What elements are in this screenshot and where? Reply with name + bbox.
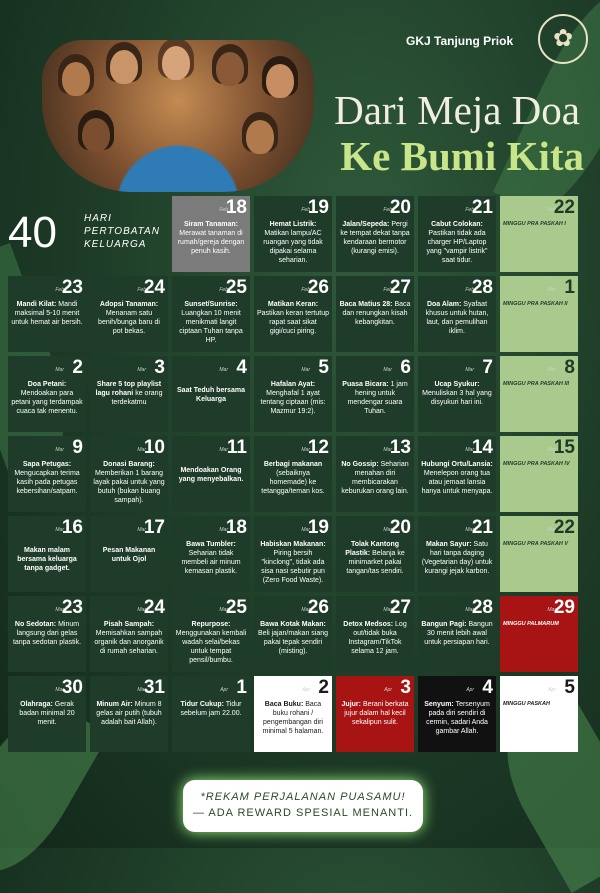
- day-activity: [175, 220, 247, 256]
- calendar-day-mar-5: [254, 356, 332, 432]
- day-number: 5: [564, 677, 575, 698]
- day-month: Mar: [137, 447, 146, 453]
- day-activity: [421, 460, 493, 496]
- day-number: 27: [389, 597, 411, 618]
- activity-title: Bangun Pagi:: [421, 621, 467, 628]
- calendar-day-mar-17: [90, 516, 168, 592]
- activity-title: Doa Petani:: [27, 381, 67, 388]
- activity-title: Bawa Kotak Makan:: [260, 621, 326, 628]
- day-month: Mar: [465, 447, 474, 453]
- activity-text: Mengucapkan terima kasih pada petugas kebersihan/satpam.: [14, 470, 80, 495]
- activity-title: Detox Medsos:: [343, 621, 394, 628]
- day-number: 25: [225, 597, 247, 618]
- activity-text: Pastikan tidak ada charger HP/Laptop yang "vampir listrik" saat tidur.: [426, 230, 488, 264]
- activity-text: Menuliskan 3 hal yang disyukuri hari ini.: [422, 390, 492, 406]
- activity-text: Minum langsung dari gelas tanpa sedotan plastik.: [12, 621, 82, 646]
- calendar-day-mar-24: [90, 596, 168, 672]
- day-month: Feb: [219, 207, 228, 213]
- day-number: 5: [318, 357, 329, 378]
- calendar-day-apr-1: [172, 676, 250, 752]
- calendar-day-mar-14: [418, 436, 496, 512]
- day-activity: [257, 380, 329, 416]
- activity-text: Gerak badan minimal 20 menit.: [19, 701, 75, 726]
- activity-text: ke orang terdekatmu: [111, 390, 163, 406]
- calendar-day-mar-25: [172, 596, 250, 672]
- activity-text: Seharian menahan diri membicarakan keburukan orang lain.: [341, 461, 409, 495]
- activity-text: Pastikan keran tertutup rapat saat sikat gigi/cuci piring.: [257, 310, 329, 335]
- day-activity: [503, 540, 575, 549]
- callout-line2: — ADA REWARD SPESIAL MENANTI.: [192, 807, 414, 819]
- day-month: Apr: [384, 687, 392, 693]
- activity-title: Hubungi Ortu/Lansia:: [421, 461, 493, 468]
- day-activity: [93, 380, 165, 407]
- activity-text: Menanam satu benih/bunga baru di pot bekas.: [98, 310, 160, 335]
- day-month: Mar: [465, 607, 474, 613]
- hero-illustration: [42, 40, 314, 192]
- day-activity: [11, 700, 83, 727]
- activity-text: 1 jam hening untuk mendengar suara Tuhan.: [347, 381, 408, 415]
- day-number: 27: [389, 277, 411, 298]
- activity-text: (sebaiknya homemade) ke tetangga/teman kos.: [261, 470, 325, 495]
- calendar-day-mar-20: [336, 516, 414, 592]
- day-activity: [11, 460, 83, 496]
- activity-title: Makan Sayur:: [426, 541, 472, 548]
- sunday-label: MINGGU PRA PASKAH IV: [503, 461, 570, 467]
- page-title-line2: Ke Bumi Kita: [340, 133, 584, 179]
- activity-text: Baca buku rohani / pengembangan diri minimal 5 halaman.: [262, 701, 324, 735]
- day-activity: [503, 300, 575, 309]
- day-number: 10: [143, 437, 165, 458]
- day-activity: [93, 460, 165, 505]
- day-activity: [11, 620, 83, 647]
- activity-text: Tersenyum pada diri sendiri di cermin, sadari Anda gambar Allah.: [426, 701, 490, 735]
- day-number: 4: [236, 357, 247, 378]
- day-month: Feb: [383, 207, 392, 213]
- day-activity: [257, 300, 329, 336]
- day-number: 23: [61, 597, 83, 618]
- calendar-day-mar-30: [8, 676, 86, 752]
- activity-title: Jujur:: [341, 701, 361, 708]
- calendar-day-mar-4: [172, 356, 250, 432]
- day-number: 18: [225, 517, 247, 538]
- day-activity: [339, 540, 411, 576]
- day-activity: [175, 620, 247, 665]
- calendar-day-mar-15: [500, 436, 578, 512]
- activity-title: Cabut Colokan:: [431, 221, 483, 228]
- activity-text: Baca dan renungkan kisah kebangkitan.: [342, 301, 411, 326]
- day-activity: [503, 380, 575, 389]
- calendar-day-apr-3: [336, 676, 414, 752]
- day-month: Mar: [55, 607, 64, 613]
- day-number: 3: [154, 357, 165, 378]
- sunday-label: MINGGU PRA PASKAH I: [503, 221, 566, 227]
- day-month: Mar: [137, 687, 146, 693]
- calendar-day-mar-31: [90, 676, 168, 752]
- day-month: Feb: [301, 207, 310, 213]
- day-month: Mar: [301, 527, 310, 533]
- day-month: Mar: [219, 367, 228, 373]
- activity-title: Baca Buku:: [264, 701, 304, 708]
- day-month: Mar: [547, 367, 556, 373]
- activity-text: Belanja ke minimarket pakai tangan/tas sendiri.: [346, 550, 405, 575]
- activity-title: Olahraga:: [20, 701, 53, 708]
- calendar-day-mar-21: [418, 516, 496, 592]
- sunday-label: MINGGU PRA PASKAH V: [503, 541, 569, 547]
- day-number: 26: [307, 597, 329, 618]
- activity-title: Siram Tanaman:: [184, 221, 238, 228]
- day-activity: [175, 540, 247, 576]
- day-number: 24: [143, 277, 165, 298]
- day-number: 20: [389, 197, 411, 218]
- day-activity: [503, 460, 575, 469]
- intro-line1: HARI: [84, 213, 112, 224]
- day-month: Mar: [55, 447, 64, 453]
- activity-title: Bawa Tumbler:: [186, 541, 236, 548]
- day-number: 3: [400, 677, 411, 698]
- day-activity: [257, 220, 329, 265]
- activity-title: Baca Matius 28:: [339, 301, 393, 308]
- day-activity: [421, 540, 493, 576]
- calendar-day-mar-23: [8, 596, 86, 672]
- activity-title: Hemat Listrik:: [269, 221, 317, 228]
- day-number: 2: [318, 677, 329, 698]
- day-activity: [339, 620, 411, 656]
- activity-title: Jalan/Sepeda:: [342, 221, 390, 228]
- calendar-day-feb-25: [172, 276, 250, 352]
- calendar-day-mar-28: [418, 596, 496, 672]
- day-month: Mar: [301, 367, 310, 373]
- activity-text: Syafaat khusus untuk hutan, laut, dan pemulihan iklim.: [425, 301, 489, 335]
- day-number: 2: [72, 357, 83, 378]
- day-number: 28: [471, 277, 493, 298]
- activity-title: Makan malam bersama keluarga tanpa gadget.: [17, 547, 77, 572]
- day-number: 21: [471, 197, 493, 218]
- day-activity: [175, 386, 247, 404]
- day-number: 13: [389, 437, 411, 458]
- day-month: Mar: [55, 367, 64, 373]
- day-activity: [257, 620, 329, 656]
- activity-text: Berani berkata jujur dalam hal kecil sekalipun sulit.: [344, 701, 409, 726]
- day-activity: [421, 620, 493, 647]
- day-number: 15: [553, 437, 575, 458]
- day-month: Mar: [547, 287, 556, 293]
- activity-text: Bangun 30 menit lebih awal untuk persiapan hari.: [424, 621, 493, 646]
- day-activity: [175, 700, 247, 718]
- activity-title: Saat Teduh bersama Keluarga: [177, 387, 245, 403]
- callout-line1: *REKAM PERJALANAN PUASAMU!: [200, 791, 406, 803]
- day-activity: [257, 700, 329, 736]
- activity-text: Memberikan 1 barang layak pakai untuk yang butuh (bukan buang sampah).: [93, 470, 165, 504]
- activity-title: Repurpose:: [191, 621, 231, 628]
- day-activity: [339, 220, 411, 256]
- activity-title: Mandi Kilat:: [16, 301, 57, 308]
- activity-text: Luangkan 10 menit menikmati langit ciptaan Tuhan tanpa HP.: [179, 310, 243, 344]
- day-number: 31: [143, 677, 165, 698]
- day-month: Mar: [219, 607, 228, 613]
- day-number: 1: [236, 677, 247, 698]
- day-number: 9: [72, 437, 83, 458]
- calendar-day-mar-11: [172, 436, 250, 512]
- day-number: 11: [226, 437, 247, 458]
- day-activity: [339, 460, 411, 496]
- day-activity: [503, 700, 575, 709]
- day-activity: [11, 380, 83, 416]
- activity-title: Adopsi Tanaman:: [99, 301, 159, 308]
- day-number: 23: [61, 277, 83, 298]
- day-activity: [339, 300, 411, 327]
- day-month: Apr: [220, 687, 228, 693]
- day-month: Mar: [137, 527, 146, 533]
- activity-text: Minum 8 gelas air putih (tubuh adalah bait Allah).: [96, 701, 162, 726]
- activity-title: Donasi Barang:: [103, 461, 155, 468]
- calendar-day-feb-26: [254, 276, 332, 352]
- calendar-day-mar-2: [8, 356, 86, 432]
- activity-title: No Gossip:: [341, 461, 379, 468]
- calendar-day-mar-22: [500, 516, 578, 592]
- day-month: Feb: [301, 287, 310, 293]
- activity-title: Matikan Keran:: [267, 301, 319, 308]
- activity-text: Satu hari tanpa daging (Vegetarian day) untuk kurangi jejak karbon.: [421, 541, 493, 575]
- day-activity: [257, 460, 329, 496]
- activity-text: Beli jajan/makan siang pakai tepak sendiri (misting).: [257, 630, 329, 655]
- day-activity: [93, 546, 165, 564]
- calendar-day-mar-13: [336, 436, 414, 512]
- activity-title: Pisah Sampah:: [103, 621, 155, 628]
- day-activity: [421, 380, 493, 407]
- day-month: Feb: [55, 287, 64, 293]
- day-number: 16: [61, 517, 83, 538]
- activity-text: Tidur sebelum jam 22.00.: [180, 701, 242, 717]
- activity-title: Berbagi makanan: [263, 461, 323, 468]
- day-number: 29: [553, 597, 575, 618]
- day-activity: [421, 300, 493, 336]
- activity-text: Piring bersih "kinclong", tidak ada sisa nasi sebutir pun (Zero Food Waste).: [261, 550, 325, 584]
- activity-text: Menghafal 1 ayat tentang ciptaan (mis: Mazmur 19:2).: [260, 390, 326, 415]
- day-month: Mar: [465, 527, 474, 533]
- day-activity: [93, 620, 165, 656]
- day-number: 25: [225, 277, 247, 298]
- day-number: 8: [564, 357, 575, 378]
- day-number: 30: [61, 677, 83, 698]
- calendar-day-mar-6: [336, 356, 414, 432]
- day-month: Mar: [547, 527, 556, 533]
- day-month: Feb: [137, 287, 146, 293]
- day-activity: [339, 700, 411, 727]
- day-activity: [503, 220, 575, 229]
- day-activity: [11, 546, 83, 573]
- day-number: 18: [225, 197, 247, 218]
- day-month: Apr: [302, 687, 310, 693]
- day-number: 17: [143, 517, 165, 538]
- day-activity: [175, 466, 247, 484]
- day-activity: [257, 540, 329, 585]
- calendar-day-mar-3: [90, 356, 168, 432]
- day-number: 28: [471, 597, 493, 618]
- day-activity: [503, 620, 575, 629]
- day-month: Mar: [383, 367, 392, 373]
- activity-text: Matikan lampu/AC ruangan yang tidak dipakai selama seharian.: [263, 230, 323, 264]
- calendar-day-apr-5: [500, 676, 578, 752]
- activity-title: Ucap Syukur:: [434, 381, 480, 388]
- day-month: Mar: [55, 527, 64, 533]
- sunday-label: MINGGU PASKAH: [503, 701, 550, 707]
- calendar-day-feb-18: [172, 196, 250, 272]
- calendar-day-feb-27: [336, 276, 414, 352]
- activity-text: Menggunakan kembali wadah selai/bekas untuk tempat pensil/bumbu.: [175, 630, 247, 664]
- activity-title: Sunset/Sunrise:: [184, 301, 238, 308]
- activity-title: Minum Air:: [96, 701, 133, 708]
- intro-number: 40: [8, 208, 57, 257]
- activity-text: Mendoakan para petani yang terdampak cuaca tak menentu.: [11, 390, 83, 415]
- day-month: Mar: [301, 447, 310, 453]
- day-activity: [421, 700, 493, 736]
- sunday-label: MINGGU PRA PASKAH III: [503, 381, 570, 387]
- activity-title: Tidur Cukup:: [180, 701, 224, 708]
- day-month: Feb: [219, 287, 228, 293]
- activity-text: Seharian tidak membeli air minum kemasan plastik.: [181, 550, 241, 575]
- calendar-day-mar-9: [8, 436, 86, 512]
- calendar-day-mar-10: [90, 436, 168, 512]
- intro-line2: PERTOBATAN: [84, 226, 160, 237]
- activity-title: Pesan Makanan untuk Ojol: [102, 547, 156, 563]
- day-month: Mar: [219, 447, 228, 453]
- activity-title: Sapa Petugas:: [22, 461, 72, 468]
- day-number: 7: [482, 357, 493, 378]
- day-number: 26: [307, 277, 329, 298]
- calendar-day-mar-19: [254, 516, 332, 592]
- activity-text: Menelepon orang tua atau jemaat lansia hanya untuk menyapa.: [421, 470, 493, 495]
- day-month: Mar: [137, 607, 146, 613]
- sunday-label: MINGGU PALMARUM: [503, 621, 559, 627]
- day-number: 4: [482, 677, 493, 698]
- calendar-day-feb-22: [500, 196, 578, 272]
- day-month: Feb: [465, 207, 474, 213]
- activity-title: Doa Alam:: [426, 301, 462, 308]
- day-number: 12: [307, 437, 329, 458]
- day-month: Mar: [383, 527, 392, 533]
- day-month: Apr: [466, 687, 474, 693]
- day-number: 19: [307, 197, 329, 218]
- day-month: Mar: [137, 367, 146, 373]
- calendar-day-apr-4: [418, 676, 496, 752]
- day-number: 20: [389, 517, 411, 538]
- activity-title: Hafalan Ayat:: [270, 381, 316, 388]
- intro-line3: KELUARGA: [84, 239, 147, 250]
- calendar-day-mar-12: [254, 436, 332, 512]
- organization-name: GKJ Tanjung Priok: [406, 34, 514, 48]
- activity-text: Pergi ke tempat dekat tanpa kendaraan bermotor (kurangi emisi).: [340, 221, 410, 255]
- day-month: Feb: [465, 287, 474, 293]
- activity-title: Mendoakan Orang yang menyebalkan.: [178, 467, 244, 483]
- calendar-day-mar-8: [500, 356, 578, 432]
- day-month: Mar: [383, 447, 392, 453]
- activity-text: Mandi maksimal 5-10 menit untuk hemat air bersih.: [11, 301, 83, 326]
- calendar-day-mar-7: [418, 356, 496, 432]
- activity-text: Log out/tidak buka Instagram/TikTok selama 12 jam.: [348, 621, 407, 655]
- day-number: 22: [553, 197, 575, 218]
- day-activity: [421, 220, 493, 265]
- day-number: 6: [400, 357, 411, 378]
- calendar-day-mar-29: [500, 596, 578, 672]
- activity-text: Memisahkan sampah organik dan anorganik di rumah seharian.: [94, 630, 164, 655]
- calendar-day-mar-27: [336, 596, 414, 672]
- calendar-day-feb-24: [90, 276, 168, 352]
- day-month: Mar: [301, 607, 310, 613]
- day-activity: [93, 300, 165, 336]
- day-activity: [339, 380, 411, 416]
- calendar-day-feb-28: [418, 276, 496, 352]
- day-activity: [11, 300, 83, 327]
- church-seal-icon: ✿: [538, 14, 588, 64]
- day-number: 24: [143, 597, 165, 618]
- calendar-day-feb-21: [418, 196, 496, 272]
- day-month: Mar: [465, 367, 474, 373]
- day-month: Mar: [219, 527, 228, 533]
- activity-title: Habiskan Makanan:: [260, 541, 326, 548]
- day-number: 21: [471, 517, 493, 538]
- calendar-day-feb-23: [8, 276, 86, 352]
- day-month: Mar: [547, 447, 556, 453]
- activity-title: Share 5 top playlist lagu rohani: [95, 381, 162, 397]
- activity-text: Merawat tanaman di rumah/gereja dengan penuh kasih.: [177, 230, 245, 255]
- calendar-day-mar-26: [254, 596, 332, 672]
- calendar-day-mar-1: [500, 276, 578, 352]
- day-number: 19: [307, 517, 329, 538]
- sunday-label: MINGGU PRA PASKAH II: [503, 301, 568, 307]
- day-month: Mar: [547, 607, 556, 613]
- day-number: 14: [471, 437, 493, 458]
- day-month: Mar: [383, 607, 392, 613]
- day-month: Mar: [55, 687, 64, 693]
- activity-title: Senyum:: [424, 701, 454, 708]
- reward-callout: [183, 780, 423, 832]
- day-month: Feb: [383, 287, 392, 293]
- activity-title: Tolak Kantong Plastik:: [345, 541, 400, 557]
- day-number: 1: [564, 277, 575, 298]
- calendar-day-feb-19: [254, 196, 332, 272]
- calendar-day-mar-18: [172, 516, 250, 592]
- page-title-line1: Dari Meja Doa: [334, 87, 580, 133]
- day-month: Apr: [548, 687, 556, 693]
- day-activity: [93, 700, 165, 727]
- calendar-day-apr-2: [254, 676, 332, 752]
- day-activity: [175, 300, 247, 345]
- activity-title: No Sedotan:: [14, 621, 57, 628]
- calendar-day-feb-20: [336, 196, 414, 272]
- activity-title: Puasa Bicara:: [342, 381, 389, 388]
- day-month: Feb: [547, 207, 556, 213]
- calendar-day-mar-16: [8, 516, 86, 592]
- day-number: 22: [553, 517, 575, 538]
